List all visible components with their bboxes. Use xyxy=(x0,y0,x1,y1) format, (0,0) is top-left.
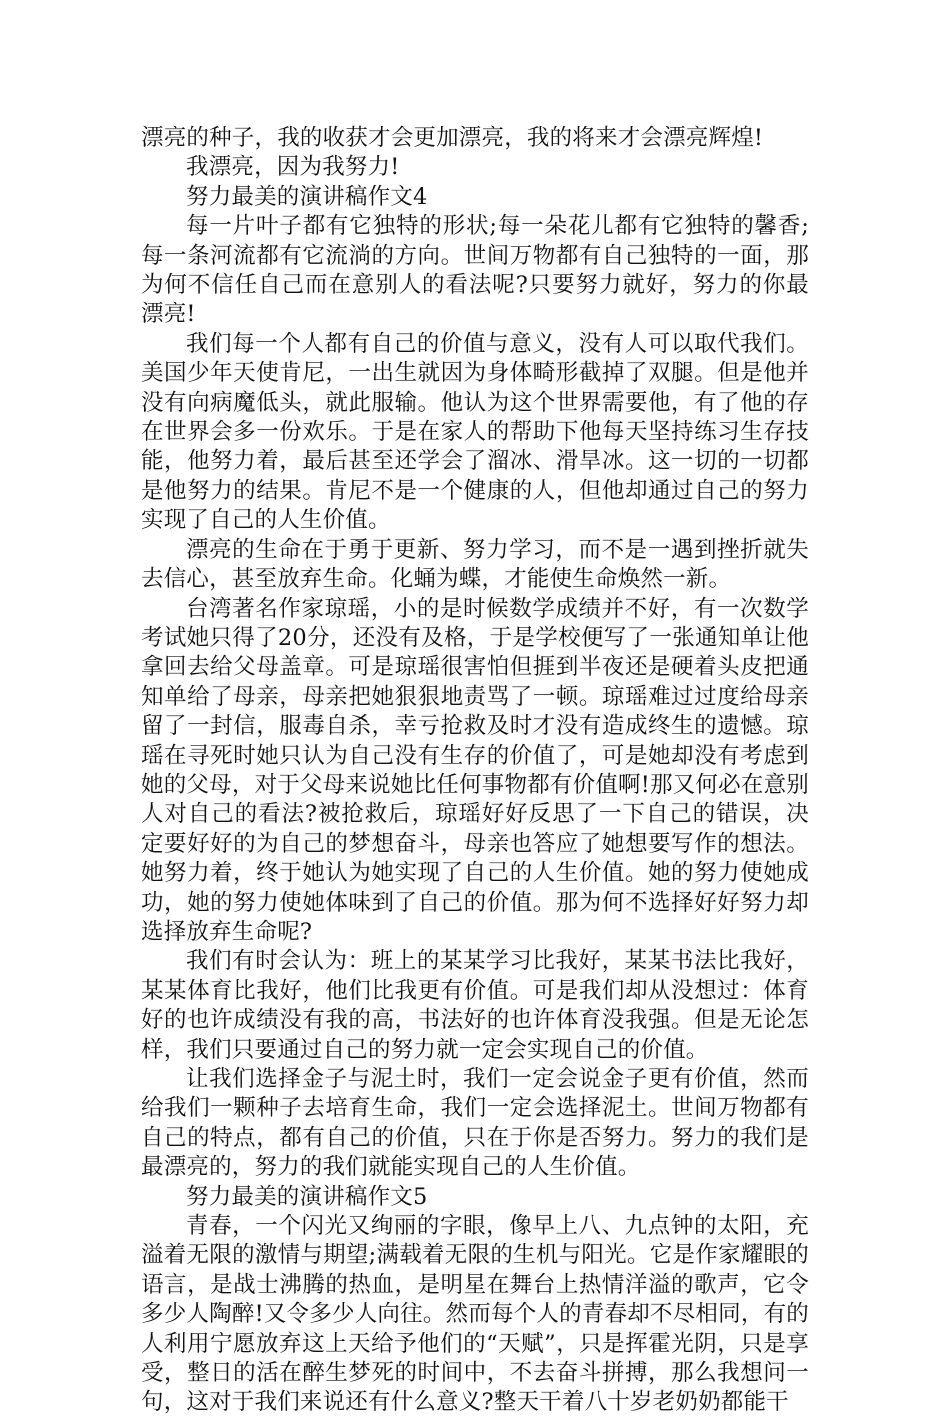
document-body xyxy=(141,124,809,1418)
paragraph: 让我们选择金子与泥土时，我们一定会说金子更有价值，然而给我们一颗种子去培育生命，我们一定会选择泥土。世间万物都有自己的特点，都有自己的价值，只在于你是否努力。努力的我们是最漂亮的，努力的我们就能实现自己的人生价值。 xyxy=(141,1066,809,1181)
paragraph: 我们有时会认为：班上的某某学习比我好，某某书法比我好，某某体育比我好，他们比我更有价值。可是我们却从没想过：体育好的也许成绩没有我的高，书法好的也许体育没我强。但是无论怎样，我们只要通过自己的努力就一定会实现自己的价值。 xyxy=(141,948,809,1063)
paragraph: 每一片叶子都有它独特的形状;每一朵花儿都有它独特的馨香;每一条河流都有它流淌的方向。世间万物都有自己独特的一面，那为何不信任自己而在意别人的看法呢?只要努力就好，努力的你最漂亮! xyxy=(141,213,809,328)
section-heading: 努力最美的演讲稿作文4 xyxy=(186,183,428,210)
section-heading: 努力最美的演讲稿作文5 xyxy=(186,1183,428,1210)
paragraph: 漂亮的生命在于勇于更新、努力学习，而不是一遇到挫折就失去信心，甚至放弃生命。化蛹为蝶，才能使生命焕然一新。 xyxy=(141,536,809,593)
paragraph: 漂亮的种子，我的收获才会更加漂亮，我的将来才会漂亮辉煌! xyxy=(141,125,764,151)
paragraph: 台湾著名作家琼瑶，小的是时候数学成绩并不好，有一次数学考试她只得了20分，还没有及格，于是学校便写了一张通知单让他拿回去给父母盖章。可是琼瑶很害怕但捱到半夜还是硬着头皮把通知单给了母亲，母亲把她狠狠地责骂了一顿。琼瑶难过过度给母亲留了一封信，服毒自杀，幸亏抢救及时才没有造成终生的遗憾。琼瑶在寻死时她只认为自己没有生存的价值了，可是她却没有考虑到她的父母，对于父母来说她比任何事物都有价值啊!那又何必在意别人对自己的看法?被抢救后，琼瑶好好反思了一下自己的错误，决定要好好的为自己的梦想奋斗，母亲也答应了她想要写作的想法。她努力着，终于她认为她实现了自己的人生价值。她的努力使她成功，她的努力使她体味到了自己的价值。那为何不选择好好努力却选择放弃生命呢? xyxy=(141,595,809,945)
paragraph: 我们每一个人都有自己的价值与意义，没有人可以取代我们。美国少年天使肯尼，一出生就因为身体畸形截掉了双腿。但是他并没有向病魔低头，就此服输。他认为这个世界需要他，有了他的存在世界会多一份欢乐。于是在家人的帮助下他每天坚持练习生存技能，他努力着，最后甚至还学会了溜冰、滑旱冰。这一切的一切都是他努力的结果。肯尼不是一个健康的人，但他却通过自己的努力实现了自己的人生价值。 xyxy=(141,330,809,534)
paragraph: 青春，一个闪光又绚丽的字眼，像早上八、九点钟的太阳，充溢着无限的激情与期望;满载着无限的生机与阳光。它是作家耀眼的语言，是战士沸腾的热血，是明星在舞台上热情洋溢的歌声，它令多少人陶醉!又令多少人向往。然而每个人的青春却不尽相同，有的人利用宁愿放弃这上天给予他们的“天赋”，只是挥霍光阴，只是享受，整日的活在醉生梦死的时间中，不去奋斗拼搏，那么我想问一句，这对于我们来说还有什么意义?整天干着八十岁老奶奶都能干 xyxy=(141,1213,809,1416)
paragraph: 我漂亮，因为我努力! xyxy=(186,154,400,181)
